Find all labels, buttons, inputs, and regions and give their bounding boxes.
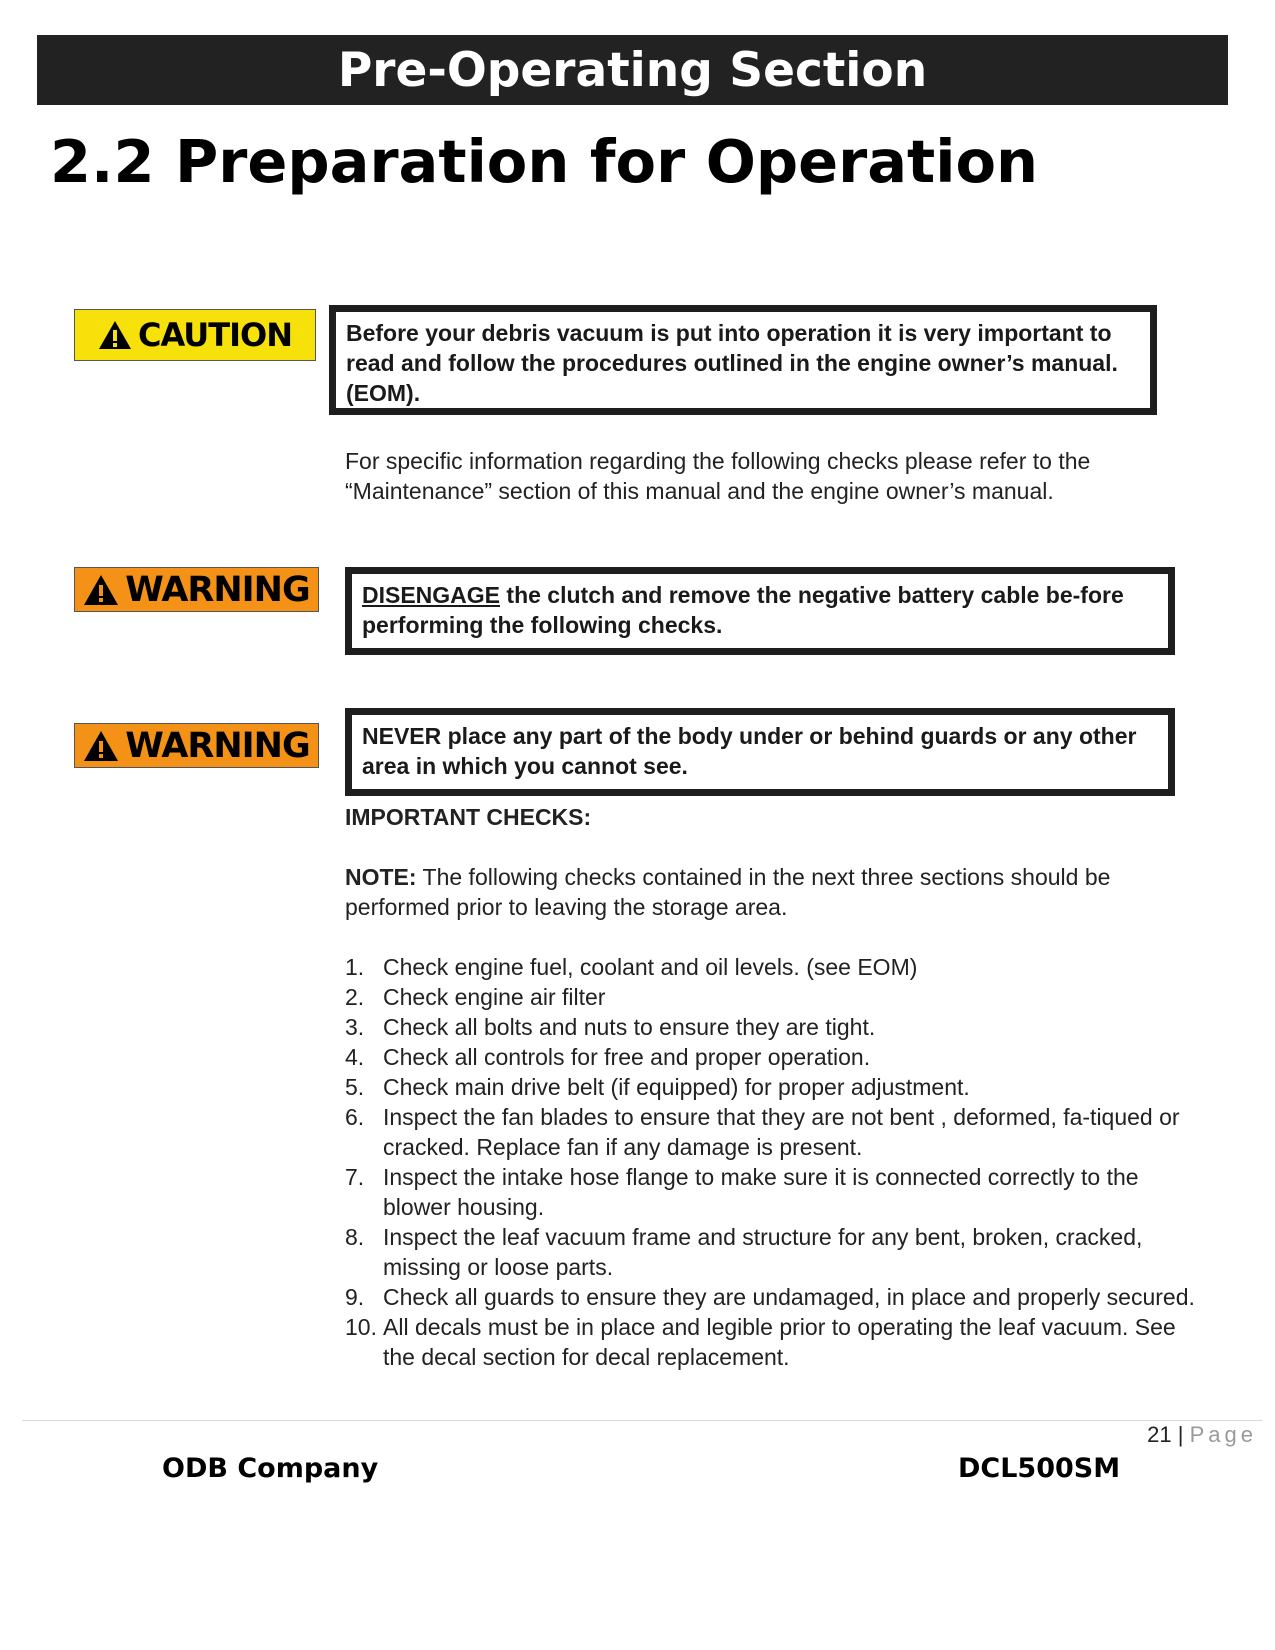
list-number: 5.	[345, 1074, 365, 1100]
list-number: 7.	[345, 1164, 365, 1190]
list-text: Check main drive belt (if equipped) for proper adjustment.	[383, 1074, 970, 1100]
list-text: Inspect the leaf vacuum frame and structure for any bent, broken, cracked, missing or loose parts.	[383, 1224, 1143, 1280]
caution-box	[329, 305, 1157, 415]
caution-label	[74, 309, 316, 361]
warning-box-1-text: the clutch and remove the negative battery cable be-fore performing the following checks.	[362, 582, 1124, 638]
warning-triangle-icon	[83, 730, 119, 762]
section-header	[37, 35, 1228, 105]
list-item	[345, 1072, 1205, 1102]
list-text: Inspect the fan blades to ensure that they are not bent , deformed, fa-tiqued or cracked. Replace fan if any damage is present.	[383, 1104, 1180, 1160]
page-number	[1147, 1420, 1257, 1450]
list-item	[345, 1282, 1205, 1312]
note-label: NOTE:	[345, 864, 417, 890]
list-number: 10.	[345, 1314, 377, 1340]
list-text: Check all controls for free and proper operation.	[383, 1044, 871, 1070]
page-label: Page	[1189, 1422, 1257, 1447]
refer-paragraph: For specific information regarding the following checks please refer to the “Maintenance” section of this manual and the engine owner’s manual.	[345, 448, 1091, 504]
warning-triangle-icon	[83, 574, 119, 606]
caution-box-text: Before your debris vacuum is put into operation it is very important to read and follow the procedures outlined in the engine owner’s manual. (EOM).	[346, 320, 1118, 406]
note-text: The following checks contained in the next three sections should be performed prior to leaving the storage area.	[345, 864, 1111, 920]
warning-triangle-icon	[98, 320, 132, 350]
list-item	[345, 1042, 1205, 1072]
list-item	[345, 1312, 1205, 1372]
footer-divider	[22, 1420, 1262, 1421]
list-text: All decals must be in place and legible prior to operating the leaf vacuum. See the decal section for decal replacement.	[383, 1314, 1176, 1370]
page-separator: |	[1177, 1422, 1184, 1447]
list-item	[345, 1102, 1205, 1162]
caution-text: CAUTION	[138, 316, 292, 354]
list-text: Check all bolts and nuts to ensure they are tight.	[383, 1014, 876, 1040]
company-name: ODB Company	[162, 1453, 379, 1484]
section-title: Pre-Operating Section	[337, 43, 928, 98]
list-number: 2.	[345, 984, 365, 1010]
list-item	[345, 1162, 1205, 1222]
list-number: 3.	[345, 1014, 365, 1040]
warning-text-2: WARNING	[125, 725, 310, 766]
list-text: Check engine fuel, coolant and oil levels. (see EOM)	[383, 954, 918, 980]
list-text: Check all guards to ensure they are undamaged, in place and properly secured.	[383, 1284, 1195, 1310]
warning-box-1	[345, 567, 1175, 655]
list-item	[345, 952, 1205, 982]
note-paragraph	[345, 862, 1185, 922]
model-number: DCL500SM	[958, 1453, 1121, 1484]
list-item	[345, 1222, 1205, 1282]
warning-text-1: WARNING	[125, 569, 310, 610]
list-item	[345, 1012, 1205, 1042]
list-text: Check engine air filter	[383, 984, 606, 1010]
warning-label-1	[74, 567, 319, 612]
important-checks-heading: IMPORTANT CHECKS:	[345, 804, 592, 830]
warning-label-2	[74, 723, 319, 768]
list-number: 8.	[345, 1224, 365, 1250]
page-number-value: 21	[1147, 1422, 1172, 1447]
list-number: 9.	[345, 1284, 365, 1310]
list-item	[345, 982, 1205, 1012]
checks-list	[345, 952, 1205, 1372]
warning-box-2	[345, 708, 1175, 796]
warning-box-2-text: NEVER place any part of the body under or behind guards or any other area in which you cannot see.	[362, 723, 1137, 779]
disengage-emphasis: DISENGAGE	[362, 582, 501, 608]
list-number: 6.	[345, 1104, 365, 1130]
list-number: 1.	[345, 954, 365, 980]
list-number: 4.	[345, 1044, 365, 1070]
list-text: Inspect the intake hose flange to make sure it is connected correctly to the blower housing.	[383, 1164, 1139, 1220]
page-title: 2.2 Preparation for Operation	[50, 127, 1038, 196]
